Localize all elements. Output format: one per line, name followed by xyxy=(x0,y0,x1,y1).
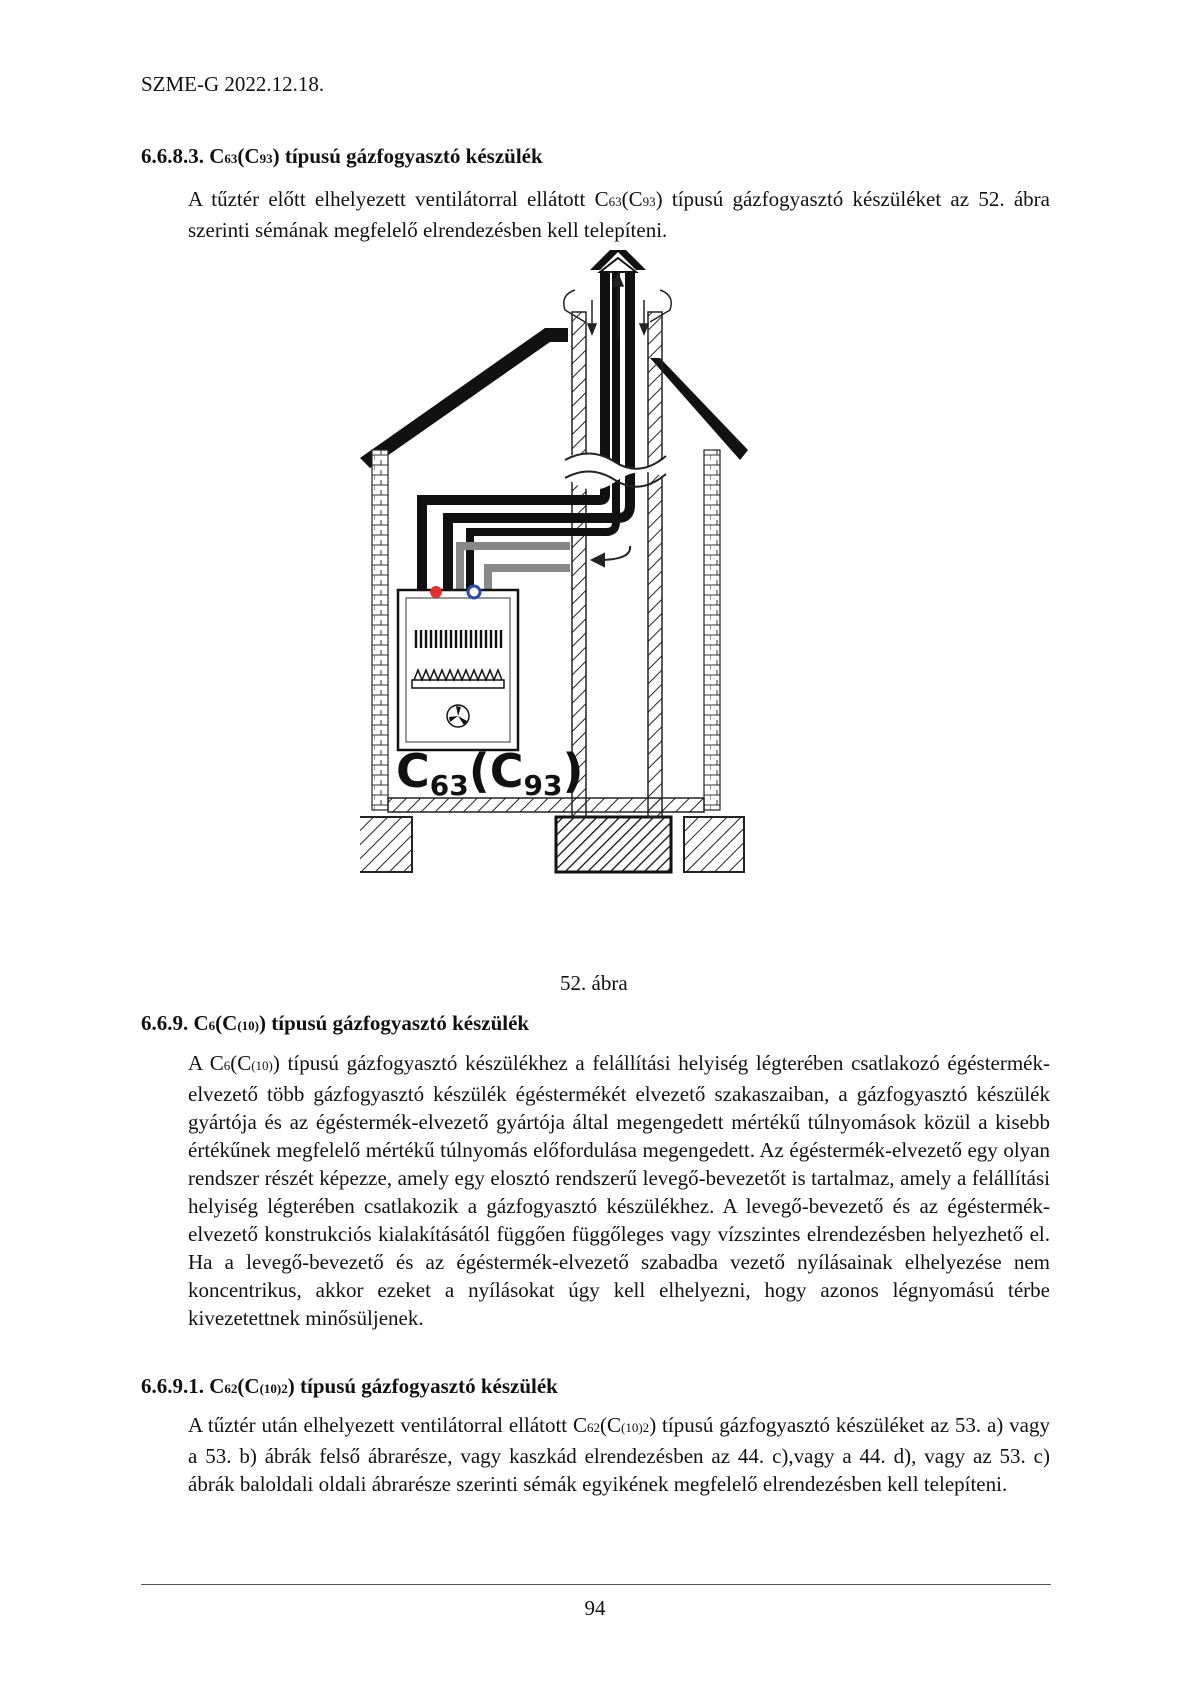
boiler-unit xyxy=(398,586,518,750)
diagram-label: C63(C93) xyxy=(396,744,584,802)
section-number: 6.6.8.3. xyxy=(141,144,204,168)
section-paragraph-c6: A C6(C(10)) típusú gázfogyasztó készülékhez a felállítási helyiség légterében csatlakozó égéstermék-elvezető több gázfogyasztó készülék égéstermékét elvezető szakaszaiban, a gázfogyasztó készülék gyártója és az égéstermék-elvezető gyártója által megengedett mértékű túlnyomások közül a kisebb értékűnek megfelelő mértékű túlnyomás előfordulása megengedett. Az égéstermék-elvezető egy olyan rendszer részét képezze, amely egy elosztó rendszerű levegő-bevezetőt is tartalmaz, amely a felállítási helyiség légterében csatlakozik a gázfogyasztó készülékhez. A levegő-bevezető és az égéstermék-elvezető konstrukciós kialakításától függően függőleges vagy vízszintes elrendezésben helyezhető el. Ha a levegő-bevezető és az égéstermék-elvezető szabadba vezető nyílásainak elhelyezése nem koncentrikus, akkor ezeket a nyílásokat úgy kell elhelyezni, hogy azonos légnyomású térbe kivezetettnek minősüljenek. xyxy=(188,1051,1050,1330)
section-heading-c62 xyxy=(141,1374,558,1399)
document-header: SZME-G 2022.12.18. xyxy=(141,72,325,96)
figure-caption: 52. ábra xyxy=(560,971,628,995)
foundation-left xyxy=(360,817,412,872)
right-wall xyxy=(704,450,720,810)
foundation-right xyxy=(684,817,744,872)
fan-icon xyxy=(447,705,469,727)
section-number: 6.6.9. xyxy=(141,1011,189,1035)
left-wall xyxy=(372,450,388,810)
c63-installation-diagram xyxy=(360,250,820,890)
air-inlet-arrow-icon xyxy=(592,546,630,566)
footer-divider xyxy=(141,1584,1051,1585)
section-title: C62(C(10)2) típusú gázfogyasztó készülék xyxy=(209,1374,558,1398)
foundation-chimney xyxy=(556,817,671,872)
section-paragraph-c62: A tűztér után elhelyezett ventilátorral ellátott C62(C(10)2) típusú gázfogyasztó készüléket az 53. a) vagy a 53. b) ábrák felső ábrarésze, vagy kaszkád elrendezésben az 44. c),vagy a 44. d), vagy az 53. c) ábrák baloldali oldali ábrarésze szerinti sémák egyikének megfelelő elrendezésben kell telepíteni. xyxy=(188,1413,1050,1496)
section-heading-c63 xyxy=(141,144,543,169)
section-paragraph-c63: A tűztér előtt elhelyezett ventilátorral ellátott C63(C93) típusú gázfogyasztó készüléket az 52. ábra szerinti sémának megfelelő elrendezésben kell telepíteni. xyxy=(188,187,1050,242)
section-title: C63(C93) típusú gázfogyasztó készülék xyxy=(209,144,543,168)
section-heading-c6 xyxy=(141,1011,529,1036)
page-number: 94 xyxy=(584,1596,606,1620)
air-inlet-blue-icon xyxy=(468,586,480,598)
flue-outlet-red-icon xyxy=(430,586,442,598)
section-number: 6.6.9.1. xyxy=(141,1374,204,1398)
section-title: C6(C(10)) típusú gázfogyasztó készülék xyxy=(193,1011,530,1035)
roof xyxy=(360,328,748,468)
